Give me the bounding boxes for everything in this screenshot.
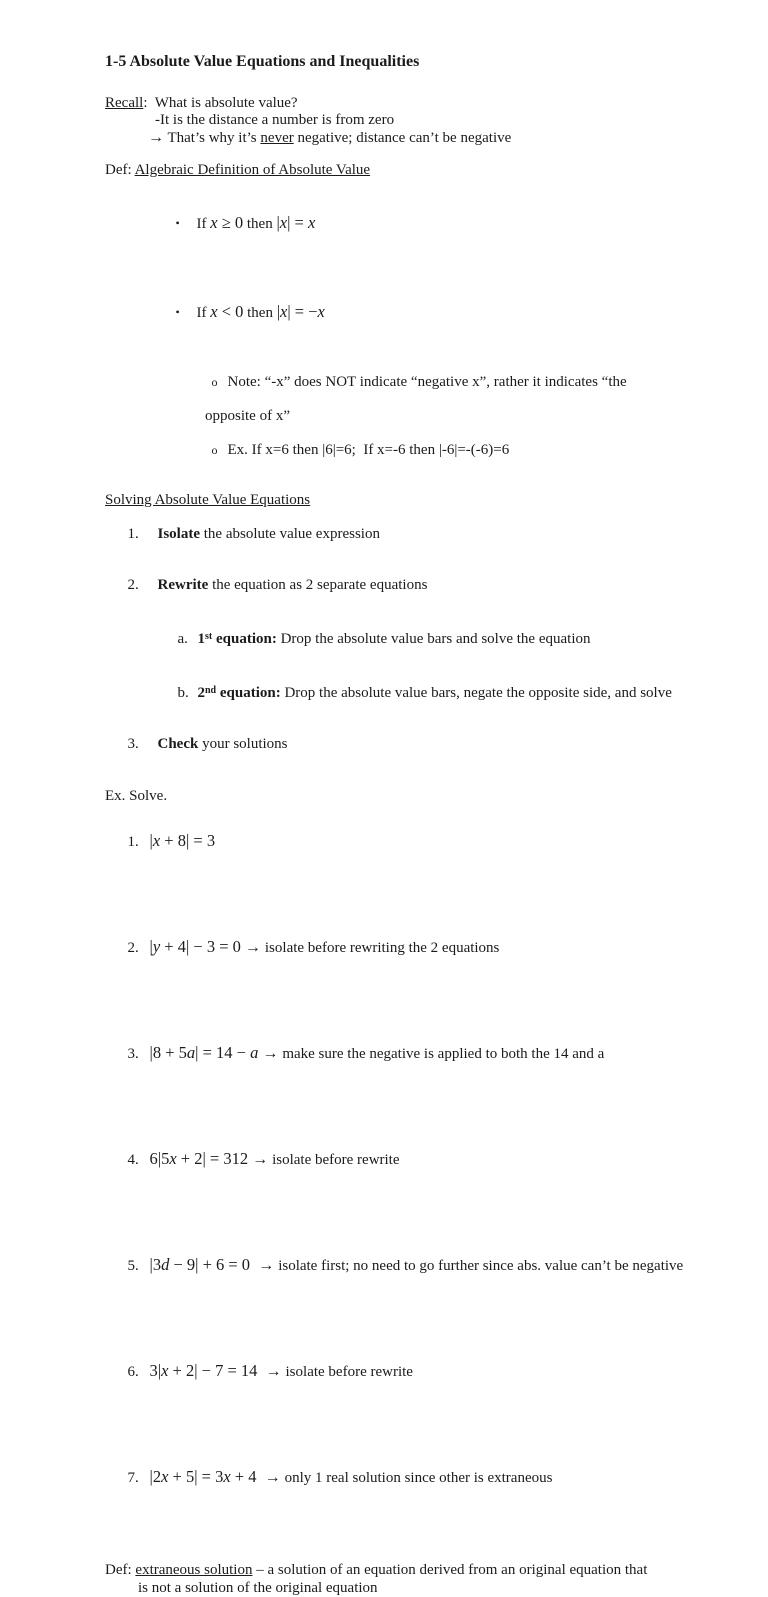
- recall-section: [105, 95, 732, 147]
- step-text: Rewrite the equation as 2 separate equations: [158, 577, 428, 593]
- example-equation-5: [105, 1232, 732, 1299]
- equation-content: 3|x + 2| − 7 = 14 → isolate before rewrite: [150, 1364, 413, 1380]
- example-equation-2: [105, 914, 732, 981]
- solving-step-2: [105, 560, 732, 611]
- recall-answer-line: -It is the distance a number is from zero: [105, 112, 732, 129]
- case-negative-text: If x < 0 then |x| = −x: [197, 305, 325, 321]
- example-equation-7: [105, 1444, 732, 1511]
- equation-content: |3d − 9| + 6 = 0 → isolate first; no need to go further since abs. value can’t be negative: [150, 1258, 684, 1274]
- circle-bullet-icon: o: [212, 374, 228, 391]
- example-equation-6: [105, 1338, 732, 1405]
- recall-question-line: Recall: What is absolute value?: [105, 95, 732, 112]
- algebraic-definition-section: [105, 162, 732, 476]
- extraneous-definition-line-2: is not a solution of the original equation: [105, 1580, 732, 1597]
- step-number: 3.: [128, 736, 158, 753]
- definition-example-text: Ex. If x=6 then |6|=6; If x=-6 then |-6|=-(-6)=6: [228, 442, 510, 458]
- recall-arrow-line: → That’s why it’s never negative; distance can’t be negative: [105, 129, 732, 147]
- example-equation-4: [105, 1126, 732, 1193]
- substep-text: 2nd equation: Drop the absolute value bars, negate the opposite side, and solve: [198, 685, 672, 701]
- examples-label: Ex. Solve.: [105, 788, 732, 805]
- solving-step-2a: [105, 611, 732, 665]
- arrow-right-icon: →: [241, 939, 265, 956]
- case-nonnegative-line: [105, 179, 732, 268]
- step-text: Check your solutions: [158, 736, 288, 752]
- case-nonnegative-text: If x ≥ 0 then |x| = x: [197, 216, 316, 232]
- step-number: 1.: [128, 526, 158, 543]
- equation-number: 7.: [128, 1467, 150, 1489]
- arrow-right-icon: →: [258, 1045, 282, 1062]
- arrow-right-icon: →: [262, 1363, 286, 1380]
- page-title: 1-5 Absolute Value Equations and Inequalities: [105, 53, 732, 71]
- step-number: 2.: [128, 577, 158, 594]
- equation-number: 6.: [128, 1361, 150, 1383]
- bullet-icon: •: [176, 298, 197, 327]
- step-text: Isolate the absolute value expression: [158, 526, 380, 542]
- arrow-right-icon: →: [248, 1151, 272, 1168]
- note-line-1: [105, 357, 732, 408]
- solving-heading: Solving Absolute Value Equations: [105, 492, 732, 509]
- solving-step-2b: [105, 665, 732, 719]
- arrow-right-icon: →: [148, 129, 164, 146]
- equation-content: |x + 8| = 3: [150, 834, 216, 850]
- examples-section: [105, 788, 732, 1511]
- definition-heading: Def: Algebraic Definition of Absolute Value: [105, 162, 732, 179]
- equation-number: 5.: [128, 1255, 150, 1277]
- example-equation-1: [105, 808, 732, 875]
- equation-content: |y + 4| − 3 = 0 → isolate before rewriting the 2 equations: [150, 940, 500, 956]
- extraneous-definition-line-1: Def: extraneous solution – a solution of an equation derived from an original equation that: [105, 1562, 732, 1580]
- equation-content: |2x + 5| = 3x + 4 → only 1 real solution since other is extraneous: [150, 1470, 553, 1486]
- solving-section: [105, 492, 732, 770]
- circle-bullet-icon: o: [212, 442, 228, 459]
- note-text-1: Note: “-x” does NOT indicate “negative x”, rather it indicates “the: [228, 374, 627, 390]
- equation-number: 1.: [128, 831, 150, 853]
- solving-step-3: [105, 719, 732, 770]
- equation-content: 6|5x + 2| = 312 → isolate before rewrite: [150, 1152, 400, 1168]
- equation-content: |8 + 5a| = 14 − a → make sure the negative is applied to both the 14 and a: [150, 1046, 605, 1062]
- note-line-2: opposite of x”: [105, 408, 732, 425]
- case-negative-line: [105, 268, 732, 357]
- equation-number: 2.: [128, 937, 150, 959]
- equation-number: 3.: [128, 1043, 150, 1065]
- substep-letter: b.: [178, 685, 198, 702]
- arrow-right-icon: →: [254, 1257, 278, 1274]
- extraneous-definition-section: [105, 1562, 732, 1597]
- example-equation-3: [105, 1020, 732, 1087]
- substep-letter: a.: [178, 631, 198, 648]
- arrow-right-icon: →: [261, 1469, 285, 1486]
- definition-example-line: [105, 425, 732, 476]
- solving-step-1: [105, 509, 732, 560]
- equation-number: 4.: [128, 1149, 150, 1171]
- bullet-icon: •: [176, 209, 197, 238]
- substep-text: 1st equation: Drop the absolute value bars and solve the equation: [198, 631, 591, 647]
